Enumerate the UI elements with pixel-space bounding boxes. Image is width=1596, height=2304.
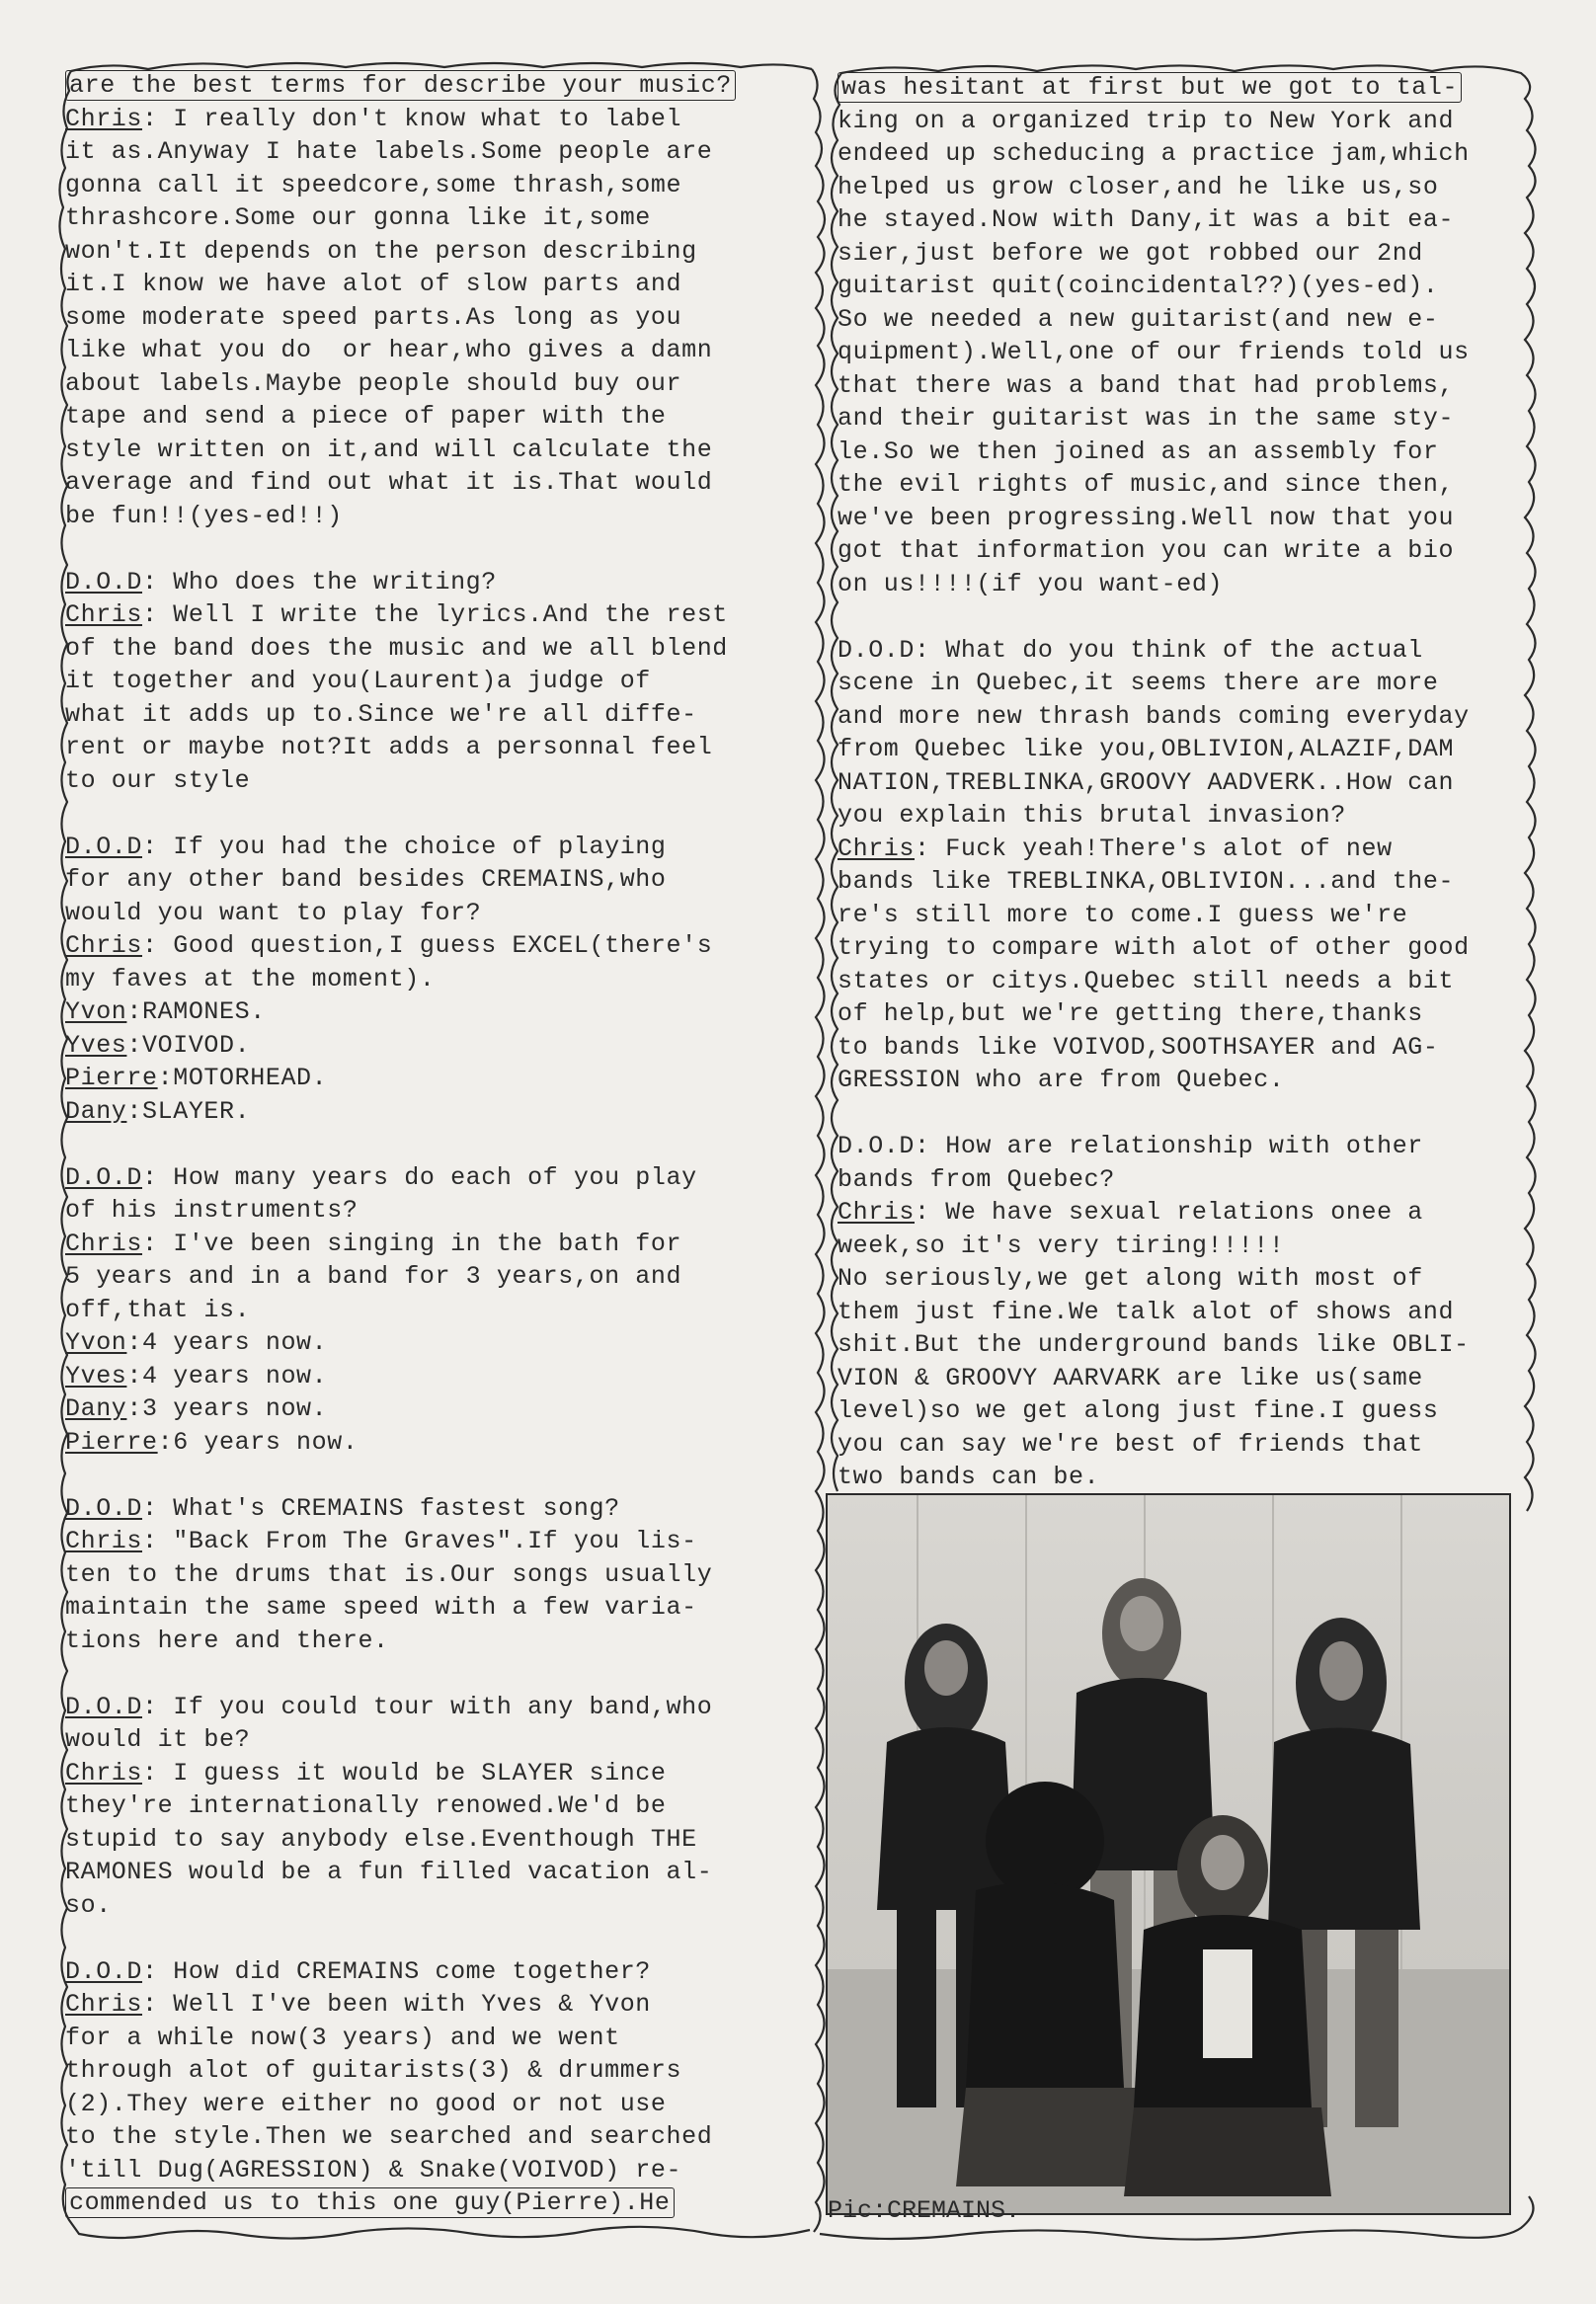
speaker-name: D.O.D: [65, 1692, 143, 1721]
band-photo: [826, 1493, 1511, 2215]
line-text: them just fine.We talk alot of shows and: [838, 1297, 1455, 1326]
line-text: and their guitarist was in the same sty-: [838, 404, 1455, 433]
speaker-name: Yvon: [65, 997, 127, 1026]
line-text: trying to compare with alot of other good: [838, 933, 1470, 962]
line-text: two bands can be.: [838, 1463, 1100, 1491]
line-text: : What's CREMAINS fastest song?: [142, 1493, 620, 1523]
text-line: [838, 402, 1549, 436]
text-line: [838, 997, 1549, 1031]
text-line: [65, 1591, 816, 1625]
text-line: [65, 2186, 816, 2220]
text-line: [65, 400, 816, 434]
text-line: [65, 863, 816, 897]
line-text: GRESSION who are from Quebec.: [838, 1066, 1285, 1094]
line-text: stupid to say anybody else.Eventhough THE: [65, 1824, 697, 1854]
line-text: are the best terms for describe your music?: [65, 70, 736, 101]
text-line: [65, 1625, 816, 1658]
line-text: VION & GROOVY AARVARK are like us(same: [838, 1363, 1423, 1392]
line-text: states or citys.Quebec still needs a bit: [838, 966, 1455, 995]
text-line: [65, 1426, 816, 1460]
text-line: [65, 1723, 816, 1757]
line-text: we've been progressing.Well now that you: [838, 503, 1455, 532]
text-line: [838, 1064, 1549, 1097]
speaker-name: Chris: [65, 1990, 143, 2019]
text-line: [838, 105, 1549, 138]
line-text: about labels.Maybe people should buy our: [65, 368, 682, 398]
text-line: [65, 1294, 816, 1327]
text-line: [65, 367, 816, 401]
speaker-name: Chris: [65, 1229, 143, 1258]
text-line: [65, 929, 816, 963]
text-line: [838, 1296, 1549, 1329]
line-text: level)so we get along just fine.I guess: [838, 1396, 1439, 1425]
line-text: ten to the drums that is.Our songs usually: [65, 1559, 713, 1589]
line-text: what it adds up to.Since we're all diffe-: [65, 699, 697, 729]
line-text: and more new thrash bands coming everyday: [838, 701, 1470, 731]
line-text: it together and you(Laurent)a judge of: [65, 667, 651, 695]
text-line: [838, 1428, 1549, 1462]
line-text: quipment).Well,one of our friends told us: [838, 338, 1470, 366]
line-text: my faves at the moment).: [65, 964, 436, 993]
speaker-name: D.O.D: [65, 832, 143, 861]
text-line: [65, 1260, 816, 1294]
line-text: le.So we then joined as an assembly for: [838, 437, 1439, 466]
text-line: [65, 1757, 816, 1790]
line-text: : How did CREMAINS come together?: [142, 1956, 651, 1986]
text-line: [838, 468, 1549, 502]
line-text: style written on it,and will calculate the: [65, 435, 713, 464]
text-line: [65, 731, 816, 764]
text-line: [838, 502, 1549, 535]
paragraph-gap: [838, 600, 1549, 634]
line-text: scene in Quebec,it seems there are more: [838, 669, 1439, 697]
text-line: [65, 1326, 816, 1360]
text-line: [65, 301, 816, 335]
line-text: was hesitant at first but we got to tal-: [838, 72, 1462, 103]
speaker-name: Yves: [65, 1030, 127, 1060]
line-text: would it be?: [65, 1725, 251, 1754]
line-text: : How many years do each of you play: [142, 1162, 697, 1192]
text-line: [65, 1691, 816, 1724]
text-line: [838, 137, 1549, 171]
line-text: off,that is.: [65, 1295, 251, 1324]
text-line: [838, 568, 1549, 601]
line-text: gonna call it speedcore,some thrash,some: [65, 170, 682, 199]
text-line: [838, 1394, 1549, 1428]
text-line: [838, 667, 1549, 700]
line-text: thrashcore.Some our gonna like it,some: [65, 203, 651, 232]
text-line: [65, 1360, 816, 1393]
line-text: 5 years and in a band for 3 years,on and: [65, 1262, 682, 1291]
speaker-name: Pierre: [65, 1427, 158, 1457]
line-text: re's still more to come.I guess we're: [838, 900, 1408, 929]
text-line: [65, 1558, 816, 1592]
line-text: king on a organized trip to New York and: [838, 106, 1455, 135]
speaker-name: D.O.D: [65, 567, 143, 596]
text-line: [65, 2088, 816, 2121]
right-column-text: [838, 71, 1549, 1494]
line-text: RAMONES would be a fun filled vacation al-: [65, 1858, 713, 1886]
line-text: to the style.Then we searched and searched: [65, 2122, 713, 2151]
speaker-name: Dany: [65, 1096, 127, 1126]
line-text: for a while now(3 years) and we went: [65, 2023, 620, 2052]
line-text: :MOTORHEAD.: [157, 1064, 328, 1092]
speaker-name: Chris: [65, 931, 143, 960]
text-line: [838, 1163, 1549, 1197]
text-line: [65, 434, 816, 467]
line-text: guitarist quit(coincidental??)(yes-ed).: [838, 272, 1439, 300]
line-text: it as.Anyway I hate labels.Some people are: [65, 137, 713, 166]
text-line: [65, 135, 816, 169]
line-text: : I guess it would be SLAYER since: [142, 1758, 667, 1788]
speaker-name: Yves: [65, 1361, 127, 1390]
paragraph-gap: [65, 1128, 816, 1161]
line-text: :RAMONES.: [126, 997, 266, 1026]
band-silhouettes: [828, 1495, 1509, 2213]
speaker-name: D.O.D: [65, 1162, 143, 1192]
text-line: [838, 369, 1549, 403]
text-line: [65, 665, 816, 698]
line-text: be fun!!(yes-ed!!): [65, 501, 343, 530]
text-line: [838, 799, 1549, 833]
paragraph-gap: [838, 1097, 1549, 1131]
speaker-name: Chris: [838, 1198, 916, 1227]
text-line: [838, 766, 1549, 800]
text-line: [65, 1392, 816, 1426]
text-line: [65, 897, 816, 930]
text-line: [65, 1062, 816, 1095]
text-line: [65, 201, 816, 235]
paragraph-gap: [65, 532, 816, 566]
line-text: rent or maybe not?It adds a personnal feel: [65, 733, 713, 761]
line-text: some moderate speed parts.As long as you: [65, 302, 682, 332]
text-line: [65, 1095, 816, 1129]
text-line: [838, 833, 1549, 866]
text-line: [65, 995, 816, 1029]
line-text: : If you had the choice of playing: [142, 832, 667, 861]
text-line: [65, 1988, 816, 2022]
speaker-name: Yvon: [65, 1328, 127, 1357]
line-text: average and find out what it is.That would: [65, 468, 713, 497]
text-line: [65, 1525, 816, 1558]
speaker-name: Chris: [65, 104, 143, 133]
text-line: [65, 1029, 816, 1063]
text-line: [838, 270, 1549, 303]
text-line: [838, 203, 1549, 237]
line-text: to our style: [65, 765, 251, 795]
line-text: helped us grow closer,and he like us,so: [838, 172, 1439, 201]
text-line: [838, 1461, 1549, 1494]
text-line: [838, 1362, 1549, 1395]
line-text: :4 years now.: [126, 1328, 328, 1357]
text-line: [65, 1789, 816, 1823]
line-text: on us!!!!(if you want-ed): [838, 569, 1224, 598]
line-text: : We have sexual relations onee a: [915, 1198, 1423, 1227]
line-text: sier,just before we got robbed our 2nd: [838, 238, 1423, 268]
text-line: [838, 534, 1549, 568]
line-text: week,so it's very tiring!!!!!: [838, 1231, 1285, 1260]
left-column-text: [65, 69, 816, 2220]
text-line: [65, 500, 816, 533]
paragraph-gap: [65, 1459, 816, 1492]
line-text: tape and send a piece of paper with the: [65, 402, 667, 431]
text-line: [838, 965, 1549, 998]
line-text: bands like TREBLINKA,OBLIVION...and the-: [838, 867, 1455, 896]
line-text: bands from Quebec?: [838, 1164, 1115, 1194]
text-line: [65, 963, 816, 996]
line-text: 'till Dug(AGRESSION) & Snake(VOIVOD) re-: [65, 2155, 682, 2185]
line-text: like what you do or hear,who gives a damn: [65, 336, 713, 364]
text-line: [65, 1194, 816, 1228]
text-line: [65, 1889, 816, 1923]
line-text: : If you could tour with any band,who: [142, 1692, 713, 1721]
text-line: [65, 1856, 816, 1889]
line-text: through alot of guitarists(3) & drummers: [65, 2056, 682, 2085]
text-line: [65, 2120, 816, 2154]
speaker-name: Chris: [65, 1527, 143, 1555]
speaker-name: Chris: [65, 1758, 143, 1788]
line-text: :6 years now.: [157, 1427, 359, 1457]
text-line: [65, 632, 816, 666]
line-text: won't.It depends on the person describing: [65, 236, 697, 266]
text-line: [838, 1328, 1549, 1362]
line-text: of help,but we're getting there,thanks: [838, 999, 1423, 1028]
text-line: [838, 71, 1549, 105]
text-line: [65, 1823, 816, 1857]
line-text: to bands like VOIVOD,SOOTHSAYER and AG-: [838, 1032, 1439, 1062]
text-line: [65, 2022, 816, 2055]
text-line: [65, 69, 816, 103]
text-line: [65, 1955, 816, 1989]
text-line: [65, 764, 816, 798]
line-text: would you want to play for?: [65, 898, 482, 927]
speaker-name: Chris: [838, 834, 916, 863]
text-line: [838, 237, 1549, 271]
text-line: [65, 2054, 816, 2088]
speaker-name: Pierre: [65, 1064, 158, 1092]
line-text: : I've been singing in the bath for: [142, 1229, 682, 1258]
text-line: [65, 1161, 816, 1195]
text-line: [838, 733, 1549, 766]
text-line: [65, 598, 816, 632]
text-line: [838, 899, 1549, 932]
line-text: you explain this brutal invasion?: [838, 801, 1346, 830]
line-text: (2).They were either no good or not use: [65, 2089, 667, 2118]
line-text: so.: [65, 1890, 112, 1920]
line-text: commended us to this one guy(Pierre).He: [65, 2187, 675, 2218]
line-text: : Fuck yeah!There's alot of new: [915, 834, 1393, 863]
line-text: maintain the same speed with a few varia-: [65, 1593, 697, 1622]
line-text: it.I know we have alot of slow parts and: [65, 270, 682, 298]
line-text: endeed up scheducing a practice jam,which: [838, 139, 1470, 168]
text-line: [838, 171, 1549, 204]
line-text: :SLAYER.: [126, 1096, 251, 1126]
line-text: No seriously,we get along with most of: [838, 1264, 1423, 1293]
text-line: [65, 466, 816, 500]
text-line: [65, 1228, 816, 1261]
paragraph-gap: [65, 1657, 816, 1691]
text-line: [838, 1130, 1549, 1163]
text-line: [838, 700, 1549, 734]
text-line: [838, 931, 1549, 965]
text-line: [65, 103, 816, 136]
text-line: [838, 1031, 1549, 1065]
line-text: NATION,TREBLINKA,GROOVY AADVERK..How can: [838, 767, 1455, 797]
line-text: shit.But the underground bands like OBLI-: [838, 1330, 1470, 1359]
text-line: [65, 169, 816, 202]
line-text: the evil rights of music,and since then,: [838, 470, 1455, 499]
line-text: for any other band besides CREMAINS,who: [65, 865, 667, 894]
line-text: from Quebec like you,OBLIVION,ALAZIF,DAM: [838, 735, 1455, 763]
text-line: [838, 303, 1549, 337]
text-line: [65, 1492, 816, 1526]
line-text: D.O.D: How are relationship with other: [838, 1132, 1423, 1160]
line-text: : I really don't know what to label: [142, 104, 682, 133]
text-line: [65, 2154, 816, 2187]
line-text: D.O.D: What do you think of the actual: [838, 635, 1423, 665]
text-line: [65, 268, 816, 301]
line-text: So we needed a new guitarist(and new e-: [838, 304, 1439, 334]
line-text: :4 years now.: [126, 1361, 328, 1390]
line-text: got that information you can write a bio: [838, 536, 1455, 565]
paragraph-gap: [65, 797, 816, 831]
text-line: [838, 1230, 1549, 1263]
line-text: :3 years now.: [126, 1394, 328, 1423]
text-line: [838, 336, 1549, 369]
paragraph-gap: [65, 1922, 816, 1955]
line-text: of his instruments?: [65, 1196, 359, 1225]
text-line: [838, 634, 1549, 668]
line-text: that there was a band that had problems,: [838, 370, 1455, 400]
line-text: :VOIVOD.: [126, 1030, 251, 1060]
text-line: [838, 1196, 1549, 1230]
speaker-name: D.O.D: [65, 1956, 143, 1986]
line-text: : Good question,I guess EXCEL(there's: [142, 931, 713, 960]
line-text: he stayed.Now with Dany,it was a bit ea-: [838, 205, 1455, 234]
text-line: [65, 566, 816, 599]
text-line: [838, 865, 1549, 899]
line-text: you can say we're best of friends that: [838, 1429, 1423, 1459]
line-text: : "Back From The Graves".If you lis-: [142, 1527, 697, 1555]
speaker-name: D.O.D: [65, 1493, 143, 1523]
photo-caption: Pic:CREMAINS.: [828, 2196, 1021, 2225]
line-text: of the band does the music and we all blend: [65, 633, 728, 663]
text-line: [65, 235, 816, 269]
line-text: : Who does the writing?: [142, 567, 497, 596]
text-line: [65, 334, 816, 367]
text-line: [838, 1262, 1549, 1296]
line-text: : Well I write the lyrics.And the rest: [142, 600, 728, 629]
speaker-name: Chris: [65, 600, 143, 629]
line-text: : Well I've been with Yves & Yvon: [142, 1990, 651, 2019]
speaker-name: Dany: [65, 1394, 127, 1423]
text-line: [838, 436, 1549, 469]
line-text: tions here and there.: [65, 1626, 389, 1655]
text-line: [65, 698, 816, 732]
line-text: they're internationally renowed.We'd be: [65, 1791, 667, 1820]
text-line: [65, 831, 816, 864]
